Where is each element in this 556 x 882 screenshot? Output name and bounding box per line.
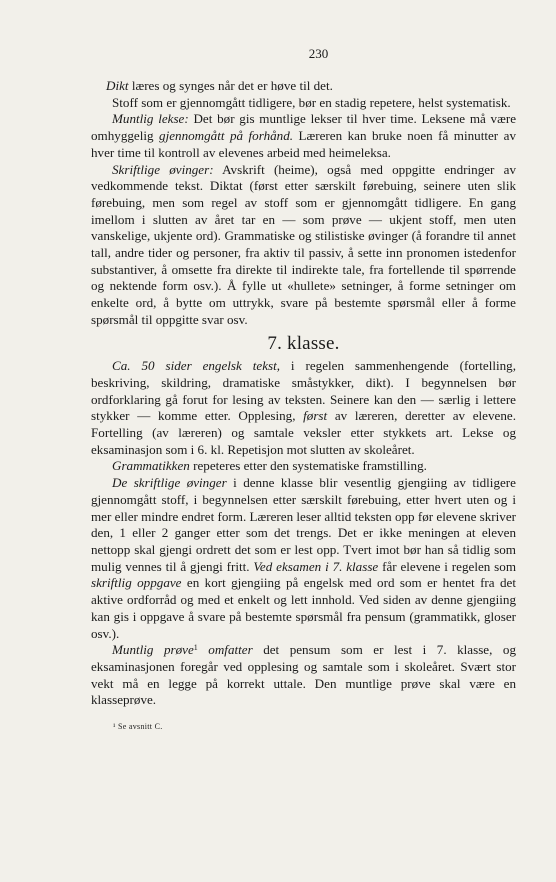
italic-term: Muntlig prøve bbox=[112, 642, 194, 658]
italic-term: Ca. 50 sider engelsk tekst, bbox=[112, 358, 281, 374]
italic-term: De skriftlige øvinger bbox=[112, 475, 227, 491]
paragraph-text: får elevene i regelen som bbox=[378, 558, 517, 574]
paragraph: Stoff som er gjennomgått tidligere, bør en stadig repetere, helst systematisk. bbox=[112, 94, 511, 110]
paragraph bbox=[91, 111, 516, 161]
footnote-marker: 1 bbox=[193, 643, 198, 653]
paragraph-text: i denne klasse blir vesentlig gjengiing av tidligere gjennomgått stoff, i begynnelsen etter særskilt førebuing, etter hvert uten og i mer eller mindre endret form. Læreren leser alltid teksten opp før elevene skriver den, 1 eller 2 ganger etter som det trengs. Det er ikke meningen at eleven nettopp skal gjengi ordrett det som er lest opp. Tvert imot bør han så tidlig som mulig vennes til å gjengi fritt. bbox=[91, 475, 517, 574]
body-text bbox=[91, 78, 516, 736]
italic-term: skriftlig oppgave bbox=[91, 575, 182, 591]
italic-term: Muntlig lekse: bbox=[112, 111, 189, 127]
page-number: 230 bbox=[308, 46, 329, 61]
italic-term: omfatter bbox=[197, 642, 253, 658]
paragraph bbox=[91, 78, 516, 95]
paragraph bbox=[91, 358, 516, 458]
paragraph-text: i regelen sammenhengende (fortelling, beskriving, skildring, dramatiske småstykker, dikt). I begynnelsen bør ordforklaring gå forut for lesing av teksten. Seinere kan den — særlig i lettere stykker — komme etter. Opplesing, bbox=[91, 358, 516, 424]
paragraph bbox=[91, 475, 516, 642]
paragraph-text: en kort gjengiing på engelsk med ord som er hentet fra det aktive ordforråd og med et enkelt og lett innhold. Ved siden av denne gjengiing kan gis i oppgave å svare på bestemte spørsmål fra pensum (grammatikk, gloser osv.). bbox=[91, 575, 516, 641]
italic-term: først bbox=[303, 408, 328, 424]
paragraph bbox=[91, 458, 516, 475]
paragraph bbox=[91, 162, 516, 329]
italic-term: gjennomgått på forhånd. bbox=[159, 128, 294, 144]
section-heading: 7. klasse. bbox=[267, 332, 340, 354]
italic-term: Skriftlige øvinger: bbox=[112, 161, 214, 177]
paragraph-text: repeteres etter den systematiske framstilling. bbox=[189, 458, 427, 474]
paragraph bbox=[91, 642, 516, 709]
paragraph-text: Læreren kan bruke noen få minutter av hver time til kontroll av elevenes arbeid med heimeleksa. bbox=[91, 128, 516, 160]
paragraph-text: Det bør gis muntlige lekser til hver time. Leksene må være omhyggelig bbox=[91, 111, 517, 144]
paragraph-text: læres og synges når det er høve til det. bbox=[128, 78, 333, 93]
paragraph-text: Avskrift (heime), også med oppgitte endringer av vedkommende tekst. Diktat (først etter særskilt førebuing, seinere uten slik førebuing, men som regel av stoff som er gjennomgått tidligere. En gang imellom i slutten av året tar en — som prøve — ukjent stoff, men uten vanskelige, ukjente ord). Grammatiske og stilistiske øvinger (å forandre til annet tall, andre tider og personer, fra aktiv til passiv, å sette inn pronomen istedenfor substantiver, å omsette fra direkte til indirekte tale, fra fortellende til spørrende og nektende form osv.). Å fylle ut «hullete» setninger, å forme setninger om enkelte ord, å bytte om uttrykk, svare på bestemte spørsmål eller å forme spørsmål til oppgitte svar osv. bbox=[91, 161, 516, 327]
italic-term: Ved eksamen i 7. klasse bbox=[253, 558, 379, 574]
paragraph-text: av læreren, deretter av elevene. Fortelling (av læreren) og samtale veksler etter stykkets art. Lekse og eksaminasjon som i 6. kl. Repetisjon mot slutten av skoleåret. bbox=[91, 408, 516, 457]
italic-term: Dikt bbox=[106, 78, 129, 93]
paragraph-text: det pensum som er lest i 7. klasse, og eksaminasjonen foregår ved opplesing og samtale som i skoleåret. Svært stor vekt må en legge på korrekt uttale. Den muntlige prøve skal være en klasseprøve. bbox=[91, 642, 516, 708]
footnote: ¹ Se avsnitt C. bbox=[113, 722, 163, 732]
italic-term: Grammatikken bbox=[112, 458, 190, 474]
